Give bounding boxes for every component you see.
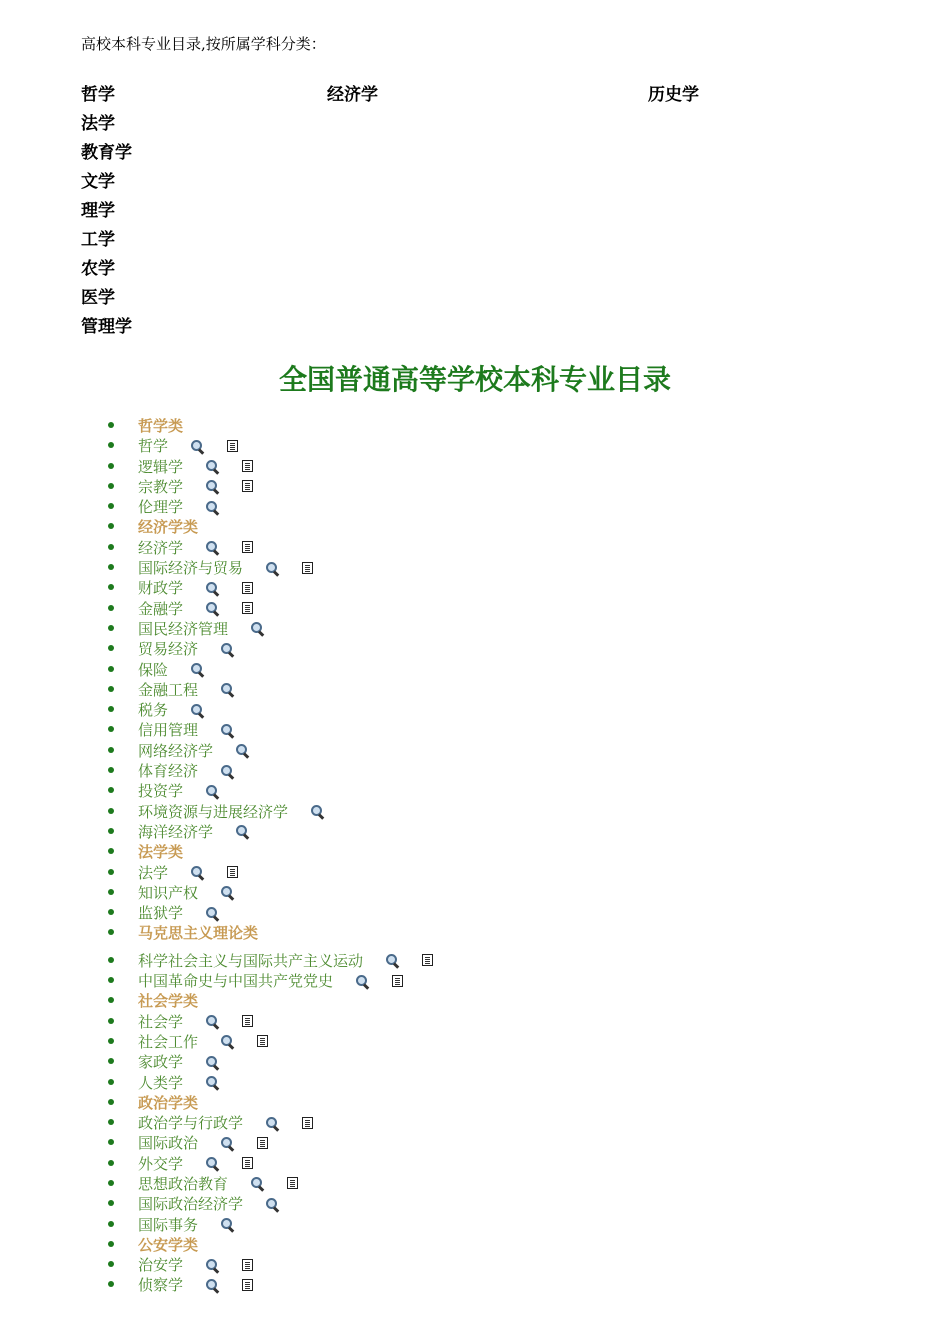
major-link[interactable] — [138, 1031, 268, 1052]
major-link[interactable] — [138, 902, 219, 923]
major-item — [0, 495, 950, 515]
major-item — [0, 1111, 950, 1131]
search-icon[interactable] — [265, 1197, 279, 1211]
bullet-icon — [108, 869, 114, 875]
category-heading — [0, 515, 950, 535]
category-row — [81, 254, 881, 283]
major-item — [0, 617, 950, 637]
search-icon[interactable] — [205, 1258, 219, 1272]
category-link[interactable]: 理学 — [81, 201, 115, 221]
major-link[interactable] — [138, 1173, 298, 1194]
category-link[interactable]: 法学 — [81, 114, 115, 134]
major-item — [0, 597, 950, 617]
search-icon[interactable] — [265, 1116, 279, 1130]
category-heading-label[interactable] — [138, 1092, 198, 1113]
search-icon[interactable] — [205, 1014, 219, 1028]
major-link[interactable] — [138, 1274, 253, 1295]
search-icon[interactable] — [220, 1217, 234, 1231]
item-label: 政治学类 — [138, 1093, 199, 1112]
bullet-icon — [108, 1058, 114, 1064]
item-label: 国际政治经济学 — [138, 1195, 244, 1214]
major-link[interactable] — [138, 577, 253, 598]
category-link[interactable]: 文学 — [81, 172, 115, 192]
major-item — [0, 434, 950, 454]
major-item — [0, 1131, 950, 1151]
bullet-icon — [108, 828, 114, 834]
item-label: 环境资源与进展经济学 — [138, 802, 289, 821]
bullet-icon — [108, 889, 114, 895]
category-heading — [0, 1091, 950, 1111]
search-icon[interactable] — [205, 1055, 219, 1069]
major-item — [0, 901, 950, 921]
category-link[interactable]: 哲学 — [81, 85, 115, 105]
search-icon[interactable] — [205, 581, 219, 595]
bullet-icon — [108, 1038, 114, 1044]
bullet-icon — [108, 564, 114, 570]
search-icon[interactable] — [220, 682, 234, 696]
bullet-icon — [108, 463, 114, 469]
major-item — [0, 820, 950, 840]
search-icon[interactable] — [190, 865, 204, 879]
document-icon[interactable] — [287, 1177, 298, 1189]
major-item — [0, 739, 950, 759]
bullet-icon — [108, 1160, 114, 1166]
bullet-icon — [108, 523, 114, 529]
document-icon[interactable] — [242, 480, 253, 492]
major-item — [0, 475, 950, 495]
bullet-icon — [108, 808, 114, 814]
document-icon[interactable] — [242, 602, 253, 614]
major-link[interactable] — [138, 537, 253, 558]
search-icon[interactable] — [205, 1075, 219, 1089]
major-link[interactable] — [138, 1153, 253, 1174]
major-link[interactable] — [138, 882, 234, 903]
category-row — [81, 196, 881, 225]
document-icon[interactable] — [257, 1035, 268, 1047]
category-link[interactable]: 医学 — [81, 288, 115, 308]
category-row — [81, 138, 881, 167]
major-item — [0, 969, 950, 989]
major-link[interactable] — [138, 862, 238, 883]
major-item — [0, 779, 950, 799]
major-item — [0, 800, 950, 820]
major-item — [0, 455, 950, 475]
category-heading — [0, 840, 950, 860]
item-label: 人类学 — [138, 1073, 184, 1092]
category-heading — [0, 414, 950, 434]
search-icon[interactable] — [220, 642, 234, 656]
item-label: 保险 — [138, 660, 169, 679]
category-heading — [0, 989, 950, 1009]
item-label: 信用管理 — [138, 721, 199, 740]
item-label: 网络经济学 — [138, 741, 214, 760]
bullet-icon — [108, 1018, 114, 1024]
category-heading-label[interactable] — [138, 415, 183, 436]
item-label: 科学社会主义与国际共产主义运动 — [138, 951, 364, 970]
category-row — [81, 283, 881, 312]
category-heading-label[interactable] — [138, 841, 183, 862]
discipline-category-grid — [81, 80, 881, 341]
major-link[interactable] — [138, 801, 324, 822]
item-label: 哲学类 — [138, 417, 184, 435]
bullet-icon — [108, 422, 114, 428]
major-link[interactable] — [138, 557, 313, 578]
bullet-icon — [108, 1119, 114, 1125]
major-item — [0, 1071, 950, 1091]
search-icon[interactable] — [205, 459, 219, 473]
major-link[interactable] — [138, 598, 253, 619]
item-label: 哲学 — [138, 437, 169, 456]
category-row — [81, 225, 881, 254]
major-link[interactable] — [138, 1051, 219, 1072]
category-link[interactable]: 管理学 — [81, 317, 132, 337]
search-icon[interactable] — [235, 743, 249, 757]
major-link[interactable] — [138, 679, 234, 700]
bullet-icon — [108, 645, 114, 651]
document-icon[interactable] — [242, 541, 253, 553]
bullet-icon — [108, 1139, 114, 1145]
major-item — [0, 1273, 950, 1293]
bullet-icon — [108, 848, 114, 854]
major-link[interactable] — [138, 496, 219, 517]
major-item — [0, 1172, 950, 1192]
search-icon[interactable] — [250, 1176, 264, 1190]
search-icon[interactable] — [205, 906, 219, 920]
major-item — [0, 1213, 950, 1233]
search-icon[interactable] — [190, 703, 204, 717]
major-item — [0, 1050, 950, 1070]
category-link[interactable]: 历史学 — [648, 85, 699, 105]
major-link[interactable] — [138, 435, 238, 456]
search-icon[interactable] — [205, 1278, 219, 1292]
search-icon[interactable] — [220, 1034, 234, 1048]
major-link[interactable] — [138, 760, 234, 781]
document-icon[interactable] — [422, 954, 433, 966]
major-link[interactable] — [138, 659, 204, 680]
bullet-icon — [108, 625, 114, 631]
search-icon[interactable] — [310, 804, 324, 818]
category-heading-label[interactable] — [138, 990, 198, 1011]
search-icon[interactable] — [265, 561, 279, 575]
document-icon[interactable] — [227, 866, 238, 878]
document-icon[interactable] — [242, 582, 253, 594]
major-item — [0, 637, 950, 657]
category-row — [81, 80, 881, 109]
bullet-icon — [108, 1079, 114, 1085]
item-label: 法学类 — [138, 843, 184, 862]
search-icon[interactable] — [205, 479, 219, 493]
search-icon[interactable] — [205, 500, 219, 514]
intro-text: 高校本科专业目录,按所属学科分类： — [81, 35, 326, 53]
page-title: 全国普通高等学校本科专业目录 — [278, 363, 671, 396]
bullet-icon — [108, 1261, 114, 1267]
bullet-icon — [108, 1200, 114, 1206]
search-icon[interactable] — [235, 824, 249, 838]
bullet-icon — [108, 544, 114, 550]
item-label: 马克思主义理论类 — [138, 924, 259, 943]
major-item — [0, 718, 950, 738]
major-item — [0, 536, 950, 556]
major-item — [0, 949, 950, 969]
bullet-icon — [108, 1221, 114, 1227]
search-icon[interactable] — [355, 974, 369, 988]
item-label: 社会学类 — [138, 992, 199, 1011]
item-label: 法学 — [138, 863, 169, 882]
major-link[interactable] — [138, 719, 234, 740]
item-label: 侦察学 — [138, 1276, 184, 1295]
search-icon[interactable] — [190, 439, 204, 453]
bullet-icon — [108, 1180, 114, 1186]
category-link[interactable]: 经济学 — [327, 85, 378, 105]
bullet-icon — [108, 997, 114, 1003]
item-label: 外交学 — [138, 1154, 184, 1173]
document-icon[interactable] — [242, 1157, 253, 1169]
bullet-icon — [108, 1099, 114, 1105]
item-label: 思想政治教育 — [138, 1174, 229, 1193]
search-icon[interactable] — [250, 621, 264, 635]
search-icon[interactable] — [220, 764, 234, 778]
document-icon[interactable] — [257, 1137, 268, 1149]
major-item — [0, 658, 950, 678]
document-icon[interactable] — [227, 440, 238, 452]
category-link[interactable]: 农学 — [81, 259, 115, 279]
major-link[interactable] — [138, 1214, 234, 1235]
major-link[interactable] — [138, 1193, 279, 1214]
category-link[interactable]: 工学 — [81, 230, 115, 250]
major-item — [0, 698, 950, 718]
category-heading-label[interactable] — [138, 516, 198, 537]
major-item — [0, 576, 950, 596]
bullet-icon — [108, 442, 114, 448]
bullet-icon — [108, 1281, 114, 1287]
major-link[interactable] — [138, 456, 253, 477]
major-item — [0, 678, 950, 698]
major-link[interactable] — [138, 740, 249, 761]
item-label: 监狱学 — [138, 904, 184, 923]
category-row — [81, 312, 881, 341]
bullet-icon — [108, 686, 114, 692]
major-item — [0, 759, 950, 779]
item-label: 国际经济与贸易 — [138, 559, 244, 578]
search-icon[interactable] — [205, 601, 219, 615]
search-icon[interactable] — [385, 953, 399, 967]
item-label: 金融工程 — [138, 680, 199, 699]
item-label: 税务 — [138, 701, 169, 720]
search-icon[interactable] — [220, 1136, 234, 1150]
category-row — [81, 109, 881, 138]
item-label: 逻辑学 — [138, 457, 184, 476]
document-icon[interactable] — [242, 1259, 253, 1271]
item-label: 国际政治 — [138, 1134, 199, 1153]
bullet-icon — [108, 767, 114, 773]
search-icon[interactable] — [205, 784, 219, 798]
bullet-icon — [108, 584, 114, 590]
item-label: 宗教学 — [138, 477, 184, 496]
search-icon[interactable] — [220, 723, 234, 737]
bullet-icon — [108, 726, 114, 732]
major-item — [0, 1030, 950, 1050]
major-link[interactable] — [138, 821, 249, 842]
major-item — [0, 556, 950, 576]
major-link[interactable] — [138, 780, 219, 801]
bullet-icon — [108, 747, 114, 753]
item-label: 体育经济 — [138, 762, 199, 781]
major-item — [0, 861, 950, 881]
major-link[interactable] — [138, 618, 264, 639]
item-label: 公安学类 — [138, 1235, 199, 1254]
bullet-icon — [108, 977, 114, 983]
major-link[interactable] — [138, 950, 433, 971]
document-icon[interactable] — [302, 562, 313, 574]
major-link[interactable] — [138, 1254, 253, 1275]
item-label: 政治学与行政学 — [138, 1114, 244, 1133]
search-icon[interactable] — [190, 662, 204, 676]
category-heading-label[interactable] — [138, 922, 258, 943]
major-list — [0, 414, 950, 1294]
item-label: 贸易经济 — [138, 640, 199, 659]
search-icon[interactable] — [220, 885, 234, 899]
item-label: 投资学 — [138, 782, 184, 801]
major-link[interactable] — [138, 476, 253, 497]
bullet-icon — [108, 503, 114, 509]
item-label: 海洋经济学 — [138, 822, 214, 841]
major-link[interactable] — [138, 970, 403, 991]
category-link[interactable]: 教育学 — [81, 143, 132, 163]
document-icon[interactable] — [392, 975, 403, 987]
major-item — [0, 1253, 950, 1273]
bullet-icon — [108, 909, 114, 915]
item-label: 财政学 — [138, 579, 184, 598]
item-label: 经济学类 — [138, 518, 199, 537]
document-icon[interactable] — [242, 1279, 253, 1291]
major-link[interactable] — [138, 1132, 268, 1153]
item-label: 金融学 — [138, 599, 184, 618]
major-link[interactable] — [138, 1072, 219, 1093]
item-label: 家政学 — [138, 1053, 184, 1072]
bullet-icon — [108, 666, 114, 672]
item-label: 伦理学 — [138, 498, 184, 517]
bullet-icon — [108, 483, 114, 489]
major-item — [0, 1192, 950, 1212]
bullet-icon — [108, 605, 114, 611]
item-label: 社会工作 — [138, 1032, 199, 1051]
major-link[interactable] — [138, 1112, 313, 1133]
major-item — [0, 881, 950, 901]
search-icon[interactable] — [205, 540, 219, 554]
bullet-icon — [108, 787, 114, 793]
document-icon[interactable] — [242, 460, 253, 472]
major-item — [0, 1010, 950, 1030]
bullet-icon — [108, 929, 114, 935]
major-item — [0, 1152, 950, 1172]
category-heading — [0, 1233, 950, 1253]
bullet-icon — [108, 957, 114, 963]
bullet-icon — [108, 1241, 114, 1247]
item-label: 国际事务 — [138, 1215, 199, 1234]
item-label: 社会学 — [138, 1012, 184, 1031]
document-icon[interactable] — [302, 1117, 313, 1129]
search-icon[interactable] — [205, 1156, 219, 1170]
document-icon[interactable] — [242, 1015, 253, 1027]
item-label: 国民经济管理 — [138, 619, 229, 638]
bullet-icon — [108, 706, 114, 712]
item-label: 知识产权 — [138, 883, 199, 902]
major-link[interactable] — [138, 699, 204, 720]
item-label: 经济学 — [138, 538, 184, 557]
major-link[interactable] — [138, 638, 234, 659]
item-label: 中国革命史与中国共产党党史 — [138, 972, 334, 991]
item-label: 治安学 — [138, 1256, 184, 1275]
major-link[interactable] — [138, 1011, 253, 1032]
category-heading — [0, 921, 950, 941]
category-row — [81, 167, 881, 196]
category-heading-label[interactable] — [138, 1234, 198, 1255]
